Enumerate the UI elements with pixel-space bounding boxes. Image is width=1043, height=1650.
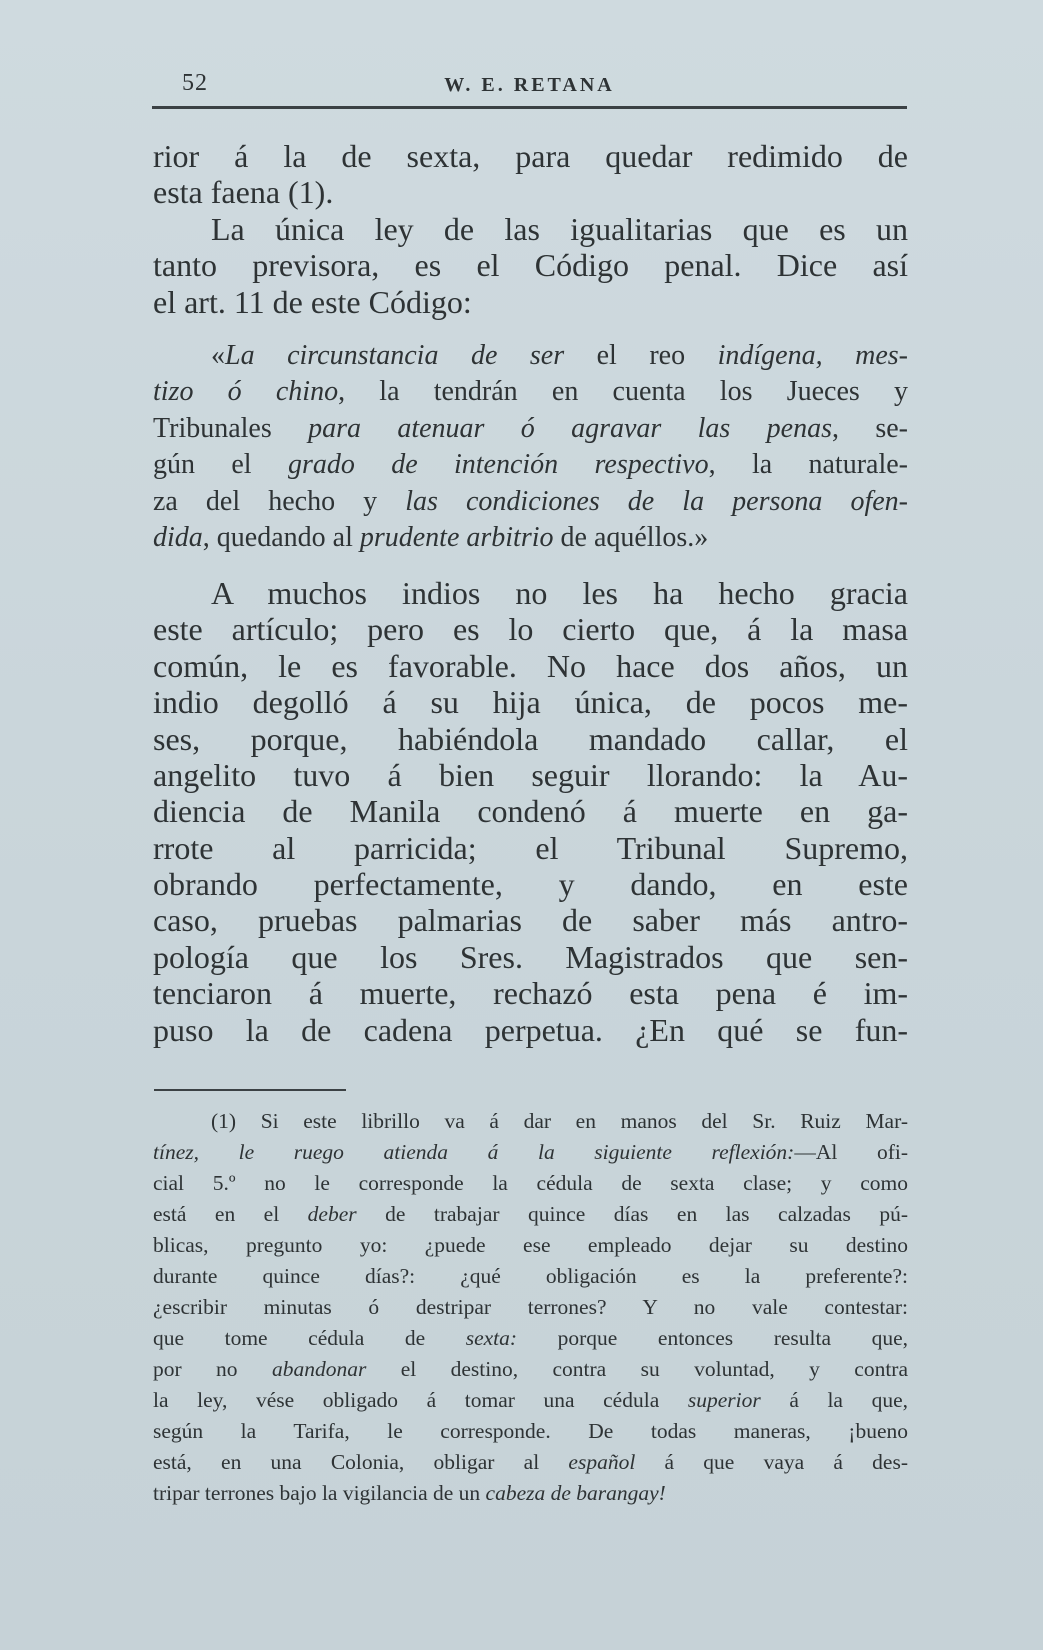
text-line: caso, pruebas palmarias de saber más antro-	[153, 902, 908, 939]
text-line: ses, porque, habiéndola mandado callar, el	[153, 720, 908, 757]
text-line: La única ley de las igualitarias que es un	[211, 210, 908, 247]
footnote-separator	[154, 1089, 346, 1091]
footnote-line: está, en una Colonia, obligar al español á que vaya á des-	[153, 1450, 908, 1474]
text-line: rrote al parricida; el Tribunal Supremo,	[153, 829, 908, 866]
footnote	[153, 1106, 908, 1509]
quoted-article	[153, 338, 908, 557]
page-number: 52	[182, 70, 208, 96]
text-line: angelito tuvo á bien seguir llorando: la Au-	[153, 756, 908, 793]
footnote-line: tínez, le ruego atienda á la siguiente reflexión:—Al ofi-	[153, 1140, 908, 1164]
footnote-line: la ley, vése obligado á tomar una cédula superior á la que,	[153, 1388, 908, 1412]
text-line: «La circunstancia de ser el reo indígena, mes-	[211, 339, 908, 371]
paragraph-1	[153, 138, 908, 211]
text-line: gún el grado de intención respectivo, la naturale-	[153, 449, 908, 481]
text-line: indio degolló á su hija única, de pocos me-	[153, 684, 908, 721]
footnote-line: blicas, pregunto yo: ¿puede ese empleado dejar su destino	[153, 1233, 908, 1257]
footnote-line: durante quince días?: ¿qué obligación es la preferente?:	[153, 1264, 908, 1288]
text-line: diencia de Manila condenó á muerte en ga-	[153, 793, 908, 830]
text-line: tenciaron á muerte, rechazó esta pena é im-	[153, 975, 908, 1012]
text-line: tanto previsora, es el Código penal. Dice así	[153, 247, 908, 284]
text-line: Tribunales para atenuar ó agravar las penas, se-	[153, 412, 908, 444]
text-line: tizo ó chino, la tendrán en cuenta los Jueces y	[153, 376, 908, 408]
text-line: A muchos indios no les ha hecho gracia	[211, 574, 908, 611]
text-line: za del hecho y las condiciones de la persona ofen-	[153, 485, 908, 517]
footnote-line: tripar terrones bajo la vigilancia de un cabeza de barangay!	[153, 1481, 666, 1505]
footnote-line: cial 5.º no le corresponde la cédula de sexta clase; y como	[153, 1171, 908, 1195]
footnote-line: está en el deber de trabajar quince días en las calzadas pú-	[153, 1202, 908, 1226]
body-text	[153, 138, 908, 1048]
paragraph-2	[153, 211, 908, 320]
text-line: común, le es favorable. No hace dos años, un	[153, 647, 908, 684]
text-line: puso la de cadena perpetua. ¿En qué se fun-	[153, 1011, 908, 1048]
footnote-line: (1) Si este librillo va á dar en manos del Sr. Ruiz Mar-	[211, 1109, 908, 1133]
text-line: el art. 11 de este Código:	[153, 283, 472, 320]
text-line: obrando perfectamente, y dando, en este	[153, 866, 908, 903]
running-title: W. E. RETANA	[444, 74, 615, 96]
page-header	[152, 66, 907, 109]
text-line: rior á la de sexta, para quedar redimido de	[153, 138, 908, 174]
footnote-line: que tome cédula de sexta: porque entonces resulta que,	[153, 1326, 908, 1350]
paragraph-3	[153, 575, 908, 1048]
footnote-line: por no abandonar el destino, contra su voluntad, y contra	[153, 1357, 908, 1381]
footnote-line: según la Tarifa, le corresponde. De todas maneras, ¡bueno	[153, 1419, 908, 1443]
text-line: pología que los Sres. Magistrados que sen-	[153, 938, 908, 975]
footnote-line: ¿escribir minutas ó destripar terrones? Y no vale contestar:	[153, 1295, 908, 1319]
text-line: este artículo; pero es lo cierto que, á la masa	[153, 611, 908, 648]
text-line: dida, quedando al prudente arbitrio de aquéllos.»	[153, 522, 709, 554]
text-line: esta faena (1).	[153, 174, 334, 211]
